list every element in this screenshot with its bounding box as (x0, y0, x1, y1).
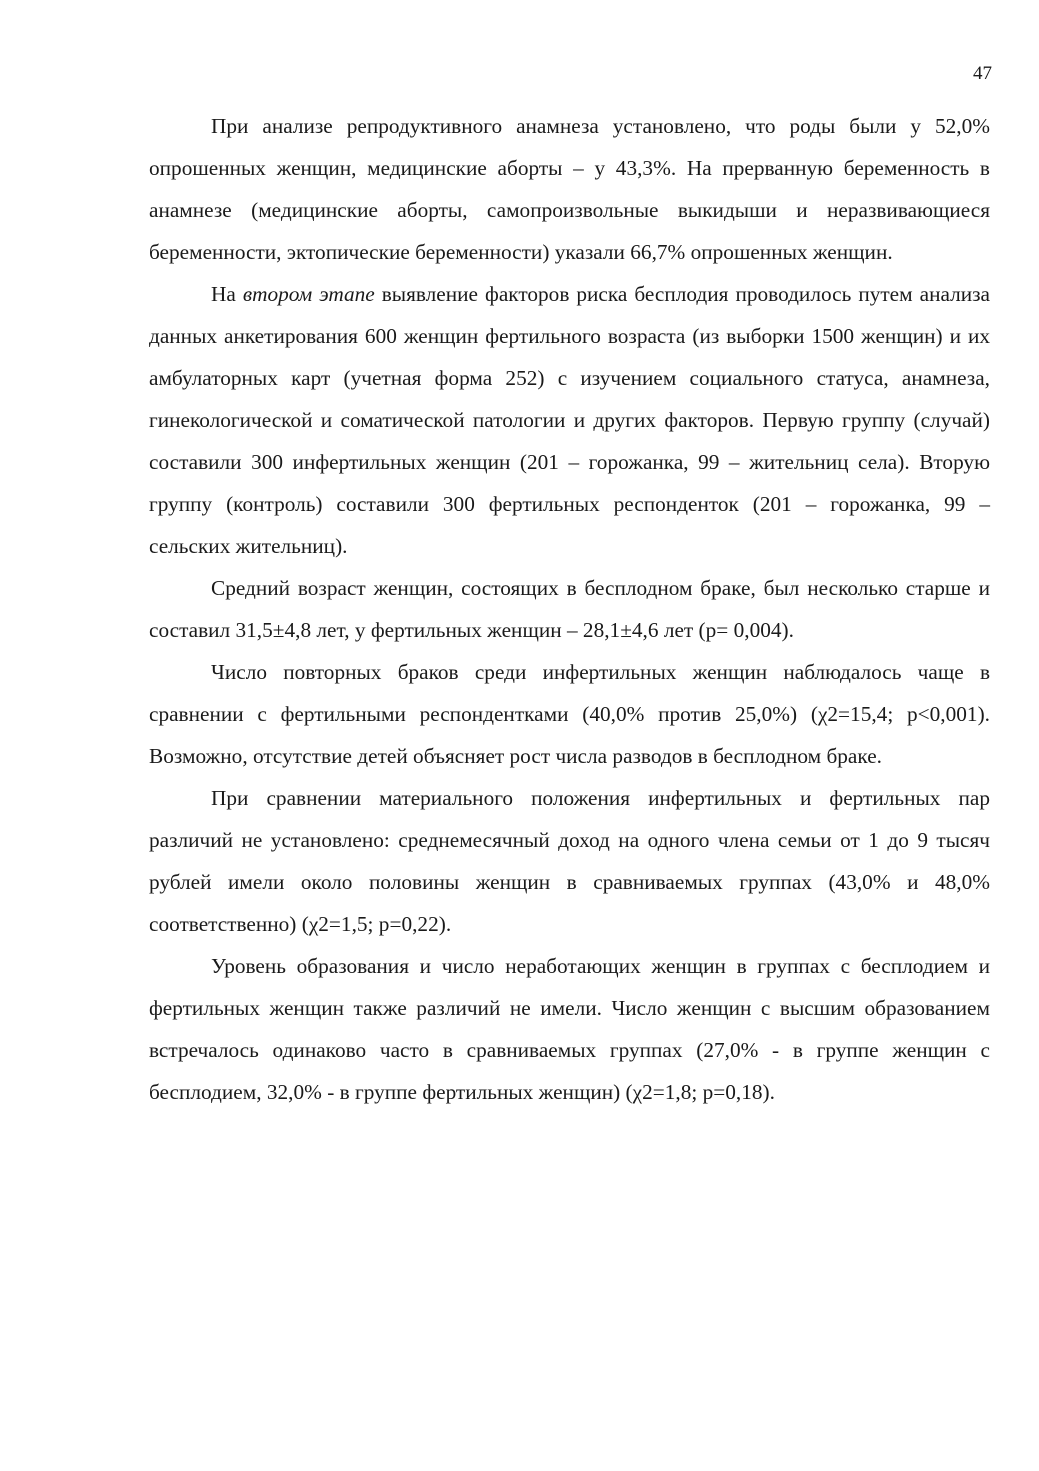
paragraph-repeat-marriages: Число повторных браков среди инфертильных женщин наблюдалось чаще в сравнении с фертильными респондентками (40,0% против 25,0%) (χ2=15,4; p<0,001). Возможно, отсутствие детей объясняет рост числа разводов в бесплодном браке. (149, 660, 990, 768)
paragraph-rest: выявление факторов риска бесплодия проводилось путем анализа данных анкетирования 600 женщин фертильного возраста (из выборки 1500 женщин) и их амбулаторных карт (учетная форма 252) с изучением социального статуса, анамнеза, гинекологической и соматической патологии и других факторов. Первую группу (случай) составили 300 инфертильных женщин (201 – горожанка, 99 – жительниц села). Вторую группу (контроль) составили 300 фертильных респонденток (201 – горожанка, 99 – сельских жительниц). (149, 282, 990, 558)
paragraph-lead: На (211, 282, 243, 306)
paragraph-second-stage (149, 273, 990, 567)
document-body (149, 105, 990, 1113)
paragraph-reproductive-history: При анализе репродуктивного анамнеза установлено, что роды были у 52,0% опрошенных женщин, медицинские аборты – у 43,3%. На прерванную беременность в анамнезе (медицинские аборты, самопроизвольные выкидыши и неразвивающиеся беременности, эктопические беременности) указали 66,7% опрошенных женщин. (149, 114, 990, 264)
emphasis-second-stage: втором этапе (242, 282, 375, 306)
paragraph-mean-age: Средний возраст женщин, состоящих в бесплодном браке, был несколько старше и составил 31,5±4,8 лет, у фертильных женщин – 28,1±4,6 лет (р= 0,004). (149, 576, 990, 642)
paragraph-income: При сравнении материального положения инфертильных и фертильных пар различий не установлено: среднемесячный доход на одного члена семьи от 1 до 9 тысяч рублей имели около половины женщин в сравниваемых группах (43,0% и 48,0% соответственно) (χ2=1,5; p=0,22). (149, 786, 990, 936)
paragraph-education: Уровень образования и число неработающих женщин в группах с бесплодием и фертильных женщин также различий не имели. Число женщин с высшим образованием встречалось одинаково часто в сравниваемых группах (27,0% - в группе женщин с бесплодием, 32,0% - в группе фертильных женщин) (χ2=1,8; p=0,18). (149, 954, 990, 1104)
page-number: 47 (973, 63, 992, 84)
